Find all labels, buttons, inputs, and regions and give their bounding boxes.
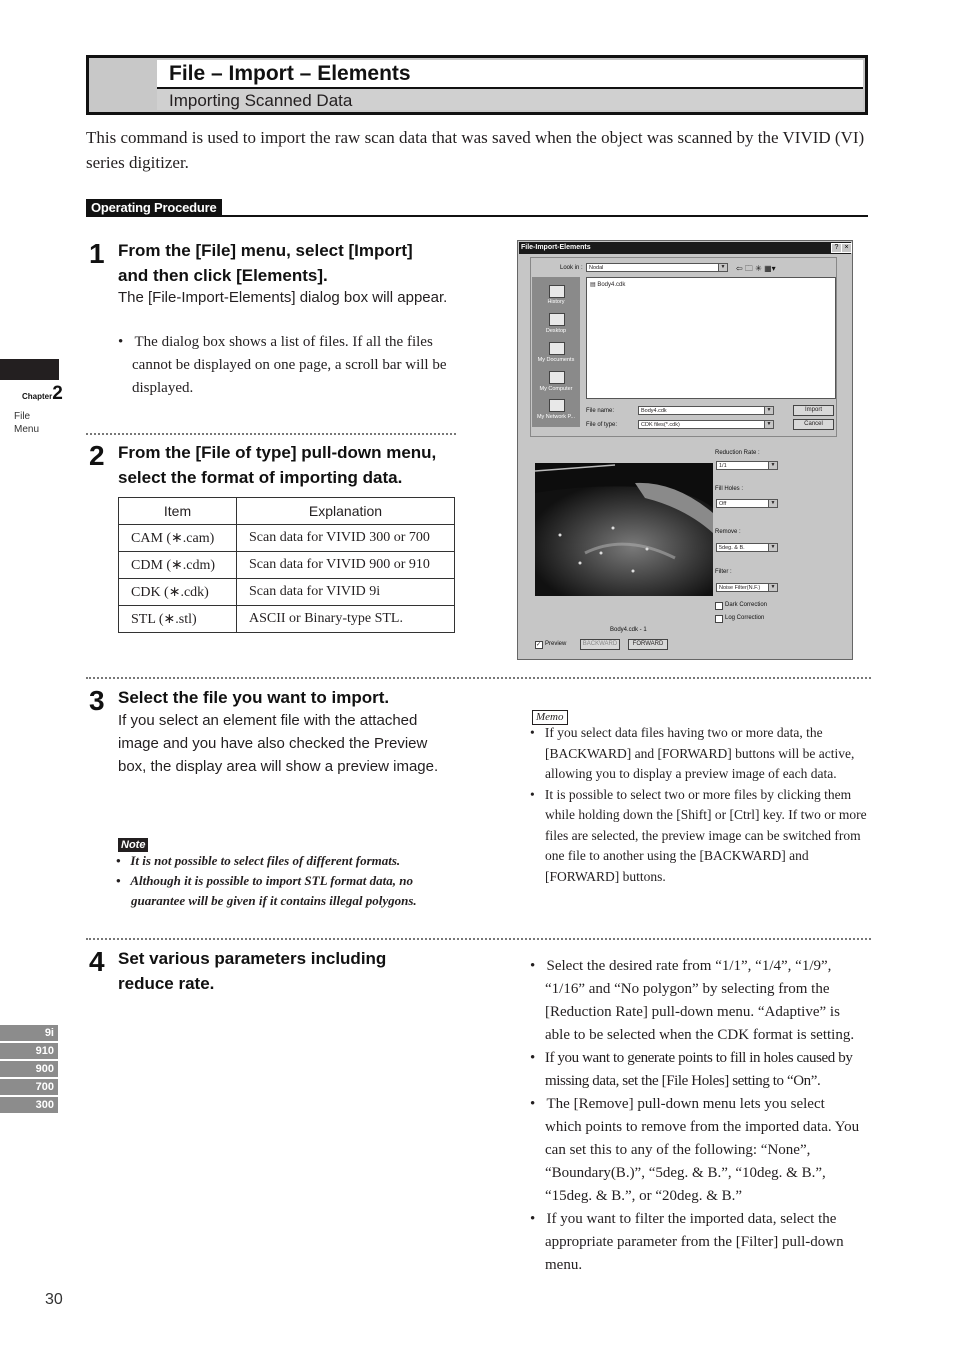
memo-badge: Memo <box>532 707 568 725</box>
list-item: • If you want to generate points to fill in holes caused by missing data, set the [File Holes] setting to “On”. <box>530 1050 853 1089</box>
scan-preview-graphic <box>535 463 713 596</box>
memo-item: • If you select data files having two or more data, the [BACKWARD] and [FORWARD] buttons will be active, allowing you to display a preview image of each data. <box>530 725 855 781</box>
list-item: • If you want to filter the imported data, select the appropriate parameter from the [Filter] pull-down menu. <box>530 1211 844 1273</box>
log-correction-checkbox[interactable] <box>715 615 723 623</box>
step-2-number: 2 <box>89 440 104 471</box>
step-4-heading: Set various parameters including reduce rate. <box>118 949 387 993</box>
page-number: 30 <box>45 1291 63 1308</box>
dark-correction-checkbox[interactable] <box>715 602 723 610</box>
list-item: • The [Remove] pull-down menu lets you select which points to remove from the imported data. You can set this to any of the following: “None”, “Boundary(B.)”, “5deg. & B.”, “10deg. & B.”, “15deg. & B.”, or “20deg. & B.” <box>530 1096 860 1204</box>
forward-button[interactable]: FORWARD <box>628 639 668 650</box>
desktop-icon[interactable] <box>549 313 565 326</box>
tab-300: 300 <box>0 1097 58 1113</box>
page-subtitle: Importing Scanned Data <box>157 89 863 110</box>
tab-900: 900 <box>0 1061 58 1077</box>
table-header-explanation: Explanation <box>237 498 455 525</box>
history-icon[interactable] <box>549 285 565 298</box>
operating-procedure-label: Operating Procedure <box>86 199 222 217</box>
memo-item: • It is possible to select two or more files by clicking them while holding down the [Shift] or [Ctrl] key. If two or more files are selected, the preview image can be switched from one file to another using the [BACKWARD] and [FORWARD] buttons. <box>530 786 867 884</box>
step-2-heading: From the [File of type] pull-down menu, select the format of importing data. <box>118 443 437 487</box>
import-button[interactable]: Import <box>793 405 834 416</box>
step-1-number: 1 <box>89 238 104 269</box>
model-tabs <box>0 1025 58 1115</box>
documents-icon[interactable] <box>549 342 565 355</box>
preview-checkbox[interactable]: ✓ <box>536 642 542 648</box>
toolbar-icons[interactable]: ⇦ 🗀 ✳ ▦▾ <box>736 264 776 273</box>
help-button[interactable]: ? <box>831 243 842 253</box>
note-badge: Note <box>118 835 148 853</box>
step-1-body: The [File-Import-Elements] dialog box will appear. <box>118 289 448 306</box>
step-3-number: 3 <box>89 685 104 716</box>
section-divider <box>86 215 868 217</box>
file-import-dialog: File-Import-Elements ? × Look in : Nodal ▼ ⇦ 🗀 ✳ ▦▾ History Desktop My Documents My Computer My Network P... ▤ Body4.cdk File name: Body4.cdk ▼ Import File of type: CDK files(*.cdk) ▼ Cancel Reduction Rate : 1/1 ▼ Fill Holes : Off ▼ Remove : 5deg. & B. ▼ Filter : Noise Filter(N.F.) ▼ Dark Correction Log Correction Body4.cdk - 1 ✓ Preview BACKWARD FORWARD <box>517 240 853 660</box>
note-list <box>116 851 461 911</box>
step-3-body: If you select an element file with the attached image and you have also checked the Preview box, the display area will show a preview image. <box>118 712 439 775</box>
preview-caption: Body4.cdk - 1 <box>610 627 647 633</box>
step-4-bullets <box>530 955 865 1277</box>
tab-700: 700 <box>0 1079 58 1095</box>
note-item: • It is not possible to select files of different formats. <box>116 853 401 868</box>
chevron-down-icon: ▼ <box>718 264 727 271</box>
table-row: STL (∗.stl) ASCII or Binary-type STL. <box>119 606 455 633</box>
file-menu-label: File Menu <box>14 411 40 435</box>
reduction-rate-select[interactable]: 1/1 ▼ <box>716 461 778 470</box>
intro-paragraph: This command is used to import the raw scan data that was saved when the object was scanned by the VIVID (VI) series digitizer. <box>86 128 865 172</box>
page-title: File – Import – Elements <box>169 62 411 85</box>
memo-list <box>530 723 870 887</box>
file-list[interactable] <box>586 277 836 399</box>
note-item: • Although it is possible to import STL format data, no guarantee will be given if it contains illegal polygons. <box>116 873 417 908</box>
table-row: CDM (∗.cdm) Scan data for VIVID 900 or 910 <box>119 552 455 579</box>
file-type-table <box>118 497 455 633</box>
network-icon[interactable] <box>549 399 565 412</box>
computer-icon[interactable] <box>549 371 565 384</box>
step-1-bullet: • The dialog box shows a list of files. If all the files cannot be displayed on one page, a scroll bar will be displayed. <box>118 334 447 396</box>
tab-9i: 9i <box>0 1025 58 1041</box>
places-bar: History Desktop My Documents My Computer My Network P... <box>532 277 580 427</box>
remove-select[interactable]: 5deg. & B. ▼ <box>716 543 778 552</box>
preview-image <box>535 463 713 596</box>
table-row: CAM (∗.cam) Scan data for VIVID 300 or 700 <box>119 525 455 552</box>
look-in-select[interactable]: Nodal ▼ <box>586 263 728 272</box>
dialog-titlebar: File-Import-Elements <box>519 242 851 254</box>
table-row: CDK (∗.cdk) Scan data for VIVID 9i <box>119 579 455 606</box>
file-name-input[interactable]: Body4.cdk ▼ <box>638 406 774 415</box>
section-header <box>86 55 868 115</box>
fill-holes-select[interactable]: Off ▼ <box>716 499 778 508</box>
close-button[interactable]: × <box>841 243 852 253</box>
filter-select[interactable]: Noise Filter(N.F.) ▼ <box>716 583 778 592</box>
step-3-heading: Select the file you want to import. <box>118 688 390 707</box>
step-1-heading: From the [File] menu, select [Import] and then click [Elements]. <box>118 241 413 285</box>
list-item: • Select the desired rate from “1/1”, “1/4”, “1/9”, “1/16” and “No polygon” by selecting from the [Reduction Rate] pull-down menu. “Adaptive” is able to be selected when the CDK format is setting. <box>530 958 855 1043</box>
chapter-tab <box>0 359 59 380</box>
table-header-item: Item <box>119 498 237 525</box>
file-item[interactable]: ▤ Body4.cdk <box>590 282 626 288</box>
chapter-label: Chapter2 <box>22 383 63 404</box>
step-4-number: 4 <box>89 946 104 977</box>
tab-910: 910 <box>0 1043 58 1059</box>
backward-button[interactable]: BACKWARD <box>580 639 620 650</box>
file-type-select[interactable]: CDK files(*.cdk) ▼ <box>638 420 774 429</box>
cancel-button[interactable]: Cancel <box>793 419 834 430</box>
